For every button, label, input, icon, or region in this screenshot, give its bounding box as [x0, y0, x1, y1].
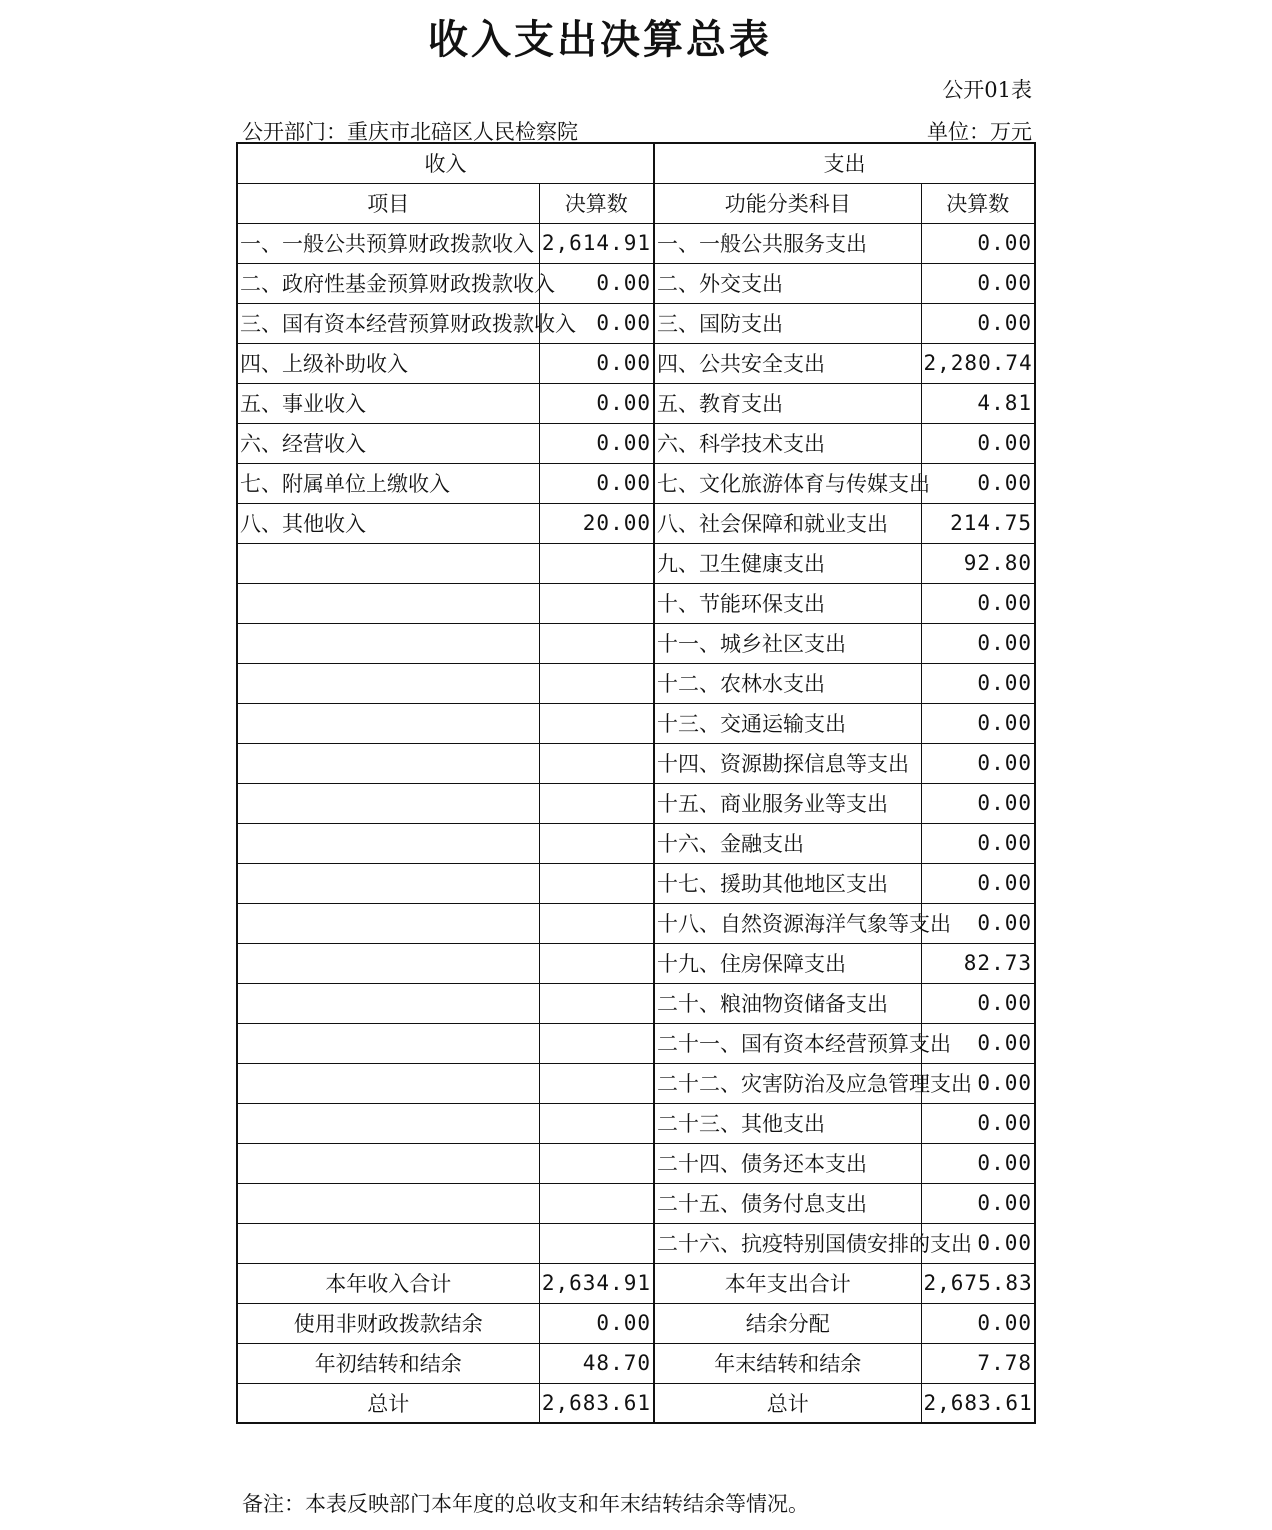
expense-item-label: 四、公共安全支出: [654, 343, 921, 383]
summary-row: [237, 1383, 1035, 1423]
income-item-value: 0.00: [539, 463, 654, 503]
expense-item-value: 0.00: [921, 903, 1035, 943]
table-row: [237, 783, 1035, 823]
income-item-label: 二、政府性基金预算财政拨款收入: [237, 263, 539, 303]
income-item-value: [539, 543, 654, 583]
income-item-value: [539, 863, 654, 903]
summary-income-value: 48.70: [539, 1343, 654, 1383]
expense-item-label: 七、文化旅游体育与传媒支出: [654, 463, 921, 503]
income-item-value: [539, 583, 654, 623]
income-item-value: [539, 743, 654, 783]
income-item-value: [539, 1143, 654, 1183]
table-row: [237, 743, 1035, 783]
expense-item-label: 五、教育支出: [654, 383, 921, 423]
expense-item-value: 4.81: [921, 383, 1035, 423]
expense-item-value: 92.80: [921, 543, 1035, 583]
income-item-label: [237, 1143, 539, 1183]
income-item-label: 三、国有资本经营预算财政拨款收入: [237, 303, 539, 343]
table-row: [237, 903, 1035, 943]
expense-item-value: 0.00: [921, 1063, 1035, 1103]
expense-item-value: 0.00: [921, 623, 1035, 663]
table-row: [237, 463, 1035, 503]
income-item-label: 八、其他收入: [237, 503, 539, 543]
table-row: [237, 503, 1035, 543]
income-item-value: [539, 823, 654, 863]
summary-income-label: 使用非财政拨款结余: [237, 1303, 539, 1343]
summary-expense-value: 2,675.83: [921, 1263, 1035, 1303]
expense-item-label: 二十一、国有资本经营预算支出: [654, 1023, 921, 1063]
summary-expense-label: 本年支出合计: [654, 1263, 921, 1303]
expense-header: 支出: [654, 143, 1035, 183]
table-row: [237, 303, 1035, 343]
income-item-value: [539, 983, 654, 1023]
expense-item-value: 0.00: [921, 823, 1035, 863]
summary-income-label: 年初结转和结余: [237, 1343, 539, 1383]
table-row: [237, 1023, 1035, 1063]
income-item-value: 20.00: [539, 503, 654, 543]
expense-item-label: 八、社会保障和就业支出: [654, 503, 921, 543]
expense-item-label: 二十六、抗疫特别国债安排的支出: [654, 1223, 921, 1263]
expense-item-label: 十五、商业服务业等支出: [654, 783, 921, 823]
expense-item-value: 0.00: [921, 663, 1035, 703]
unit-label: 单位：万元: [927, 120, 1032, 144]
expense-amount-header: 决算数: [921, 183, 1035, 223]
table-row: [237, 223, 1035, 263]
income-item-label: [237, 1103, 539, 1143]
income-item-value: 0.00: [539, 263, 654, 303]
table-row: [237, 1143, 1035, 1183]
income-item-value: [539, 663, 654, 703]
expense-item-label: 十八、自然资源海洋气象等支出: [654, 903, 921, 943]
summary-expense-label: 年末结转和结余: [654, 1343, 921, 1383]
summary-expense-value: 7.78: [921, 1343, 1035, 1383]
expense-item-label: 三、国防支出: [654, 303, 921, 343]
income-item-label: [237, 1183, 539, 1223]
department-label: 公开部门：重庆市北碚区人民检察院: [242, 120, 578, 144]
summary-income-label: 本年收入合计: [237, 1263, 539, 1303]
income-item-label: [237, 1223, 539, 1263]
expense-item-value: 0.00: [921, 1143, 1035, 1183]
income-item-value: [539, 1103, 654, 1143]
expense-item-value: 0.00: [921, 1223, 1035, 1263]
income-item-label: 五、事业收入: [237, 383, 539, 423]
expense-item-label: 二十三、其他支出: [654, 1103, 921, 1143]
expense-item-label: 十三、交通运输支出: [654, 703, 921, 743]
income-item-label: [237, 943, 539, 983]
expense-item-value: 0.00: [921, 1103, 1035, 1143]
expense-item-value: 0.00: [921, 263, 1035, 303]
income-item-value: [539, 623, 654, 663]
expense-item-label: 一、一般公共服务支出: [654, 223, 921, 263]
income-item-value: [539, 943, 654, 983]
expense-item-label: 二十四、债务还本支出: [654, 1143, 921, 1183]
income-item-value: [539, 783, 654, 823]
summary-row: [237, 1263, 1035, 1303]
expense-item-value: 0.00: [921, 1183, 1035, 1223]
summary-expense-value: 2,683.61: [921, 1383, 1035, 1423]
table-row: [237, 983, 1035, 1023]
table-row: [237, 823, 1035, 863]
table-row: [237, 343, 1035, 383]
income-item-label: [237, 543, 539, 583]
summary-expense-label: 总计: [654, 1383, 921, 1423]
expense-item-label: 十六、金融支出: [654, 823, 921, 863]
income-item-value: 0.00: [539, 423, 654, 463]
income-item-value: [539, 1023, 654, 1063]
table-row: [237, 263, 1035, 303]
income-item-value: 0.00: [539, 383, 654, 423]
summary-income-label: 总计: [237, 1383, 539, 1423]
expense-item-label: 二、外交支出: [654, 263, 921, 303]
income-expense-table: [236, 142, 1036, 1424]
income-item-value: [539, 1183, 654, 1223]
income-item-label: 一、一般公共预算财政拨款收入: [237, 223, 539, 263]
expense-item-value: 0.00: [921, 743, 1035, 783]
income-item-label: 六、经营收入: [237, 423, 539, 463]
income-item-value: [539, 703, 654, 743]
expense-item-value: 0.00: [921, 783, 1035, 823]
income-item-label: [237, 663, 539, 703]
table-row: [237, 863, 1035, 903]
income-item-label: [237, 863, 539, 903]
income-item-label: [237, 743, 539, 783]
table-row: [237, 583, 1035, 623]
income-header: 收入: [237, 143, 654, 183]
expense-item-label: 十一、城乡社区支出: [654, 623, 921, 663]
expense-item-label: 六、科学技术支出: [654, 423, 921, 463]
expense-item-value: 0.00: [921, 863, 1035, 903]
income-item-label: 七、附属单位上缴收入: [237, 463, 539, 503]
expense-item-value: 0.00: [921, 423, 1035, 463]
expense-item-value: 0.00: [921, 1023, 1035, 1063]
expense-item-label: 九、卫生健康支出: [654, 543, 921, 583]
summary-expense-value: 0.00: [921, 1303, 1035, 1343]
table-row: [237, 623, 1035, 663]
expense-item-value: 2,280.74: [921, 343, 1035, 383]
income-amount-header: 决算数: [539, 183, 654, 223]
table-header-row-2: [237, 183, 1035, 223]
page-title: 收入支出决算总表: [428, 16, 772, 63]
table-row: [237, 1223, 1035, 1263]
summary-expense-label: 结余分配: [654, 1303, 921, 1343]
table-row: [237, 423, 1035, 463]
summary-income-value: 2,634.91: [539, 1263, 654, 1303]
expense-item-label: 十七、援助其他地区支出: [654, 863, 921, 903]
expense-item-value: 0.00: [921, 303, 1035, 343]
summary-row: [237, 1303, 1035, 1343]
income-item-label: [237, 1063, 539, 1103]
item-header: 项目: [237, 183, 539, 223]
expense-item-value: 0.00: [921, 583, 1035, 623]
table-note: 备注：本表反映部门本年度的总收支和年末结转结余等情况。: [242, 1492, 809, 1516]
table-row: [237, 1103, 1035, 1143]
income-item-value: [539, 903, 654, 943]
summary-row: [237, 1343, 1035, 1383]
income-item-label: [237, 783, 539, 823]
expense-item-value: 0.00: [921, 983, 1035, 1023]
function-subject-header: 功能分类科目: [654, 183, 921, 223]
form-number: 公开01表: [942, 78, 1032, 102]
income-item-value: 0.00: [539, 343, 654, 383]
income-item-label: 四、上级补助收入: [237, 343, 539, 383]
summary-income-value: 2,683.61: [539, 1383, 654, 1423]
income-item-label: [237, 1023, 539, 1063]
income-item-label: [237, 983, 539, 1023]
income-item-label: [237, 703, 539, 743]
expense-item-value: 0.00: [921, 463, 1035, 503]
table-row: [237, 543, 1035, 583]
summary-income-value: 0.00: [539, 1303, 654, 1343]
expense-item-label: 十九、住房保障支出: [654, 943, 921, 983]
expense-item-label: 二十二、灾害防治及应急管理支出: [654, 1063, 921, 1103]
table-row: [237, 703, 1035, 743]
expense-item-value: 0.00: [921, 223, 1035, 263]
expense-item-value: 82.73: [921, 943, 1035, 983]
income-item-value: [539, 1223, 654, 1263]
expense-item-label: 十二、农林水支出: [654, 663, 921, 703]
expense-item-label: 二十五、债务付息支出: [654, 1183, 921, 1223]
income-item-value: [539, 1063, 654, 1103]
income-item-value: 2,614.91: [539, 223, 654, 263]
table-row: [237, 1183, 1035, 1223]
expense-item-label: 十四、资源勘探信息等支出: [654, 743, 921, 783]
expense-item-value: 0.00: [921, 703, 1035, 743]
expense-item-label: 十、节能环保支出: [654, 583, 921, 623]
table-row: [237, 663, 1035, 703]
income-item-label: [237, 623, 539, 663]
income-item-value: 0.00: [539, 303, 654, 343]
income-item-label: [237, 583, 539, 623]
table-row: [237, 383, 1035, 423]
table-row: [237, 1063, 1035, 1103]
expense-item-label: 二十、粮油物资储备支出: [654, 983, 921, 1023]
expense-item-value: 214.75: [921, 503, 1035, 543]
income-item-label: [237, 903, 539, 943]
table-header-row-1: [237, 143, 1035, 183]
table-row: [237, 943, 1035, 983]
income-item-label: [237, 823, 539, 863]
